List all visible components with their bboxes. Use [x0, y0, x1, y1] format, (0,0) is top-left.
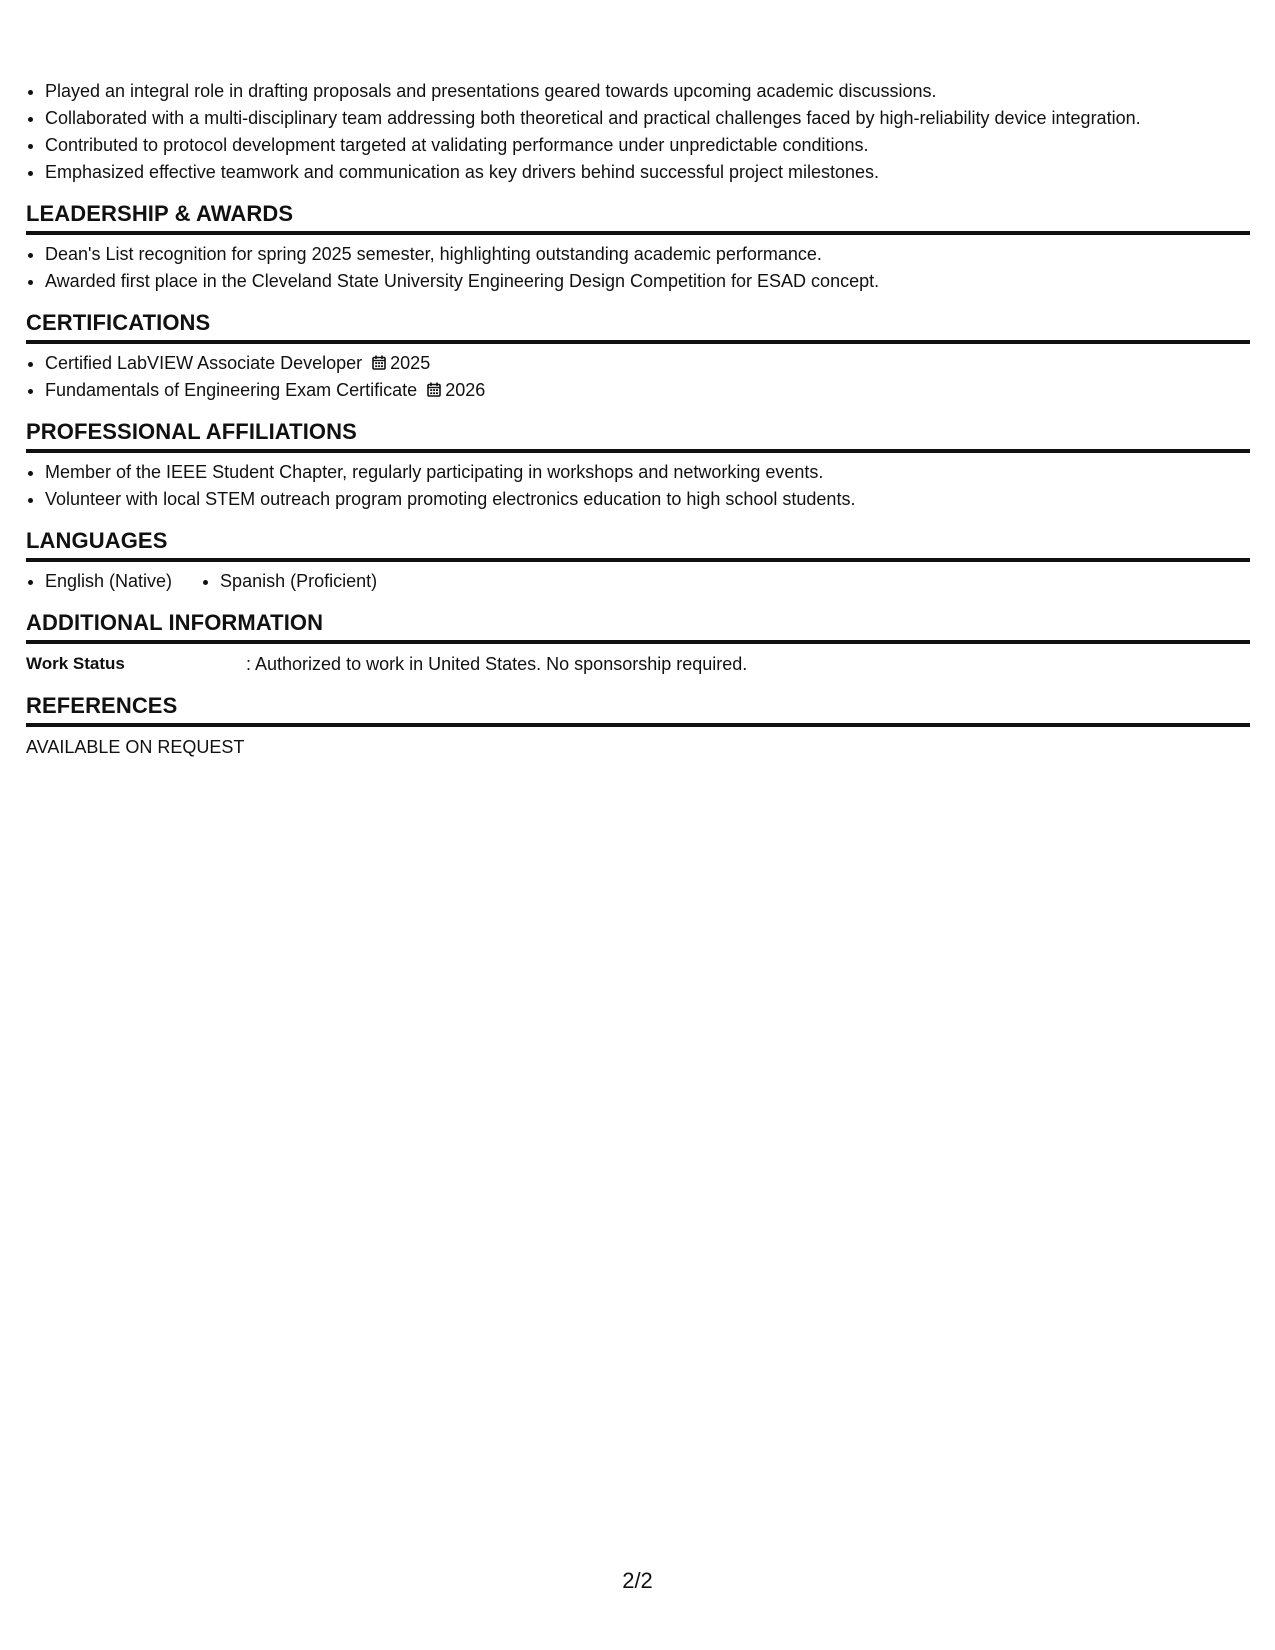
certification-year: 2026	[445, 380, 486, 400]
affiliations-section	[26, 418, 1250, 513]
resume-page	[26, 78, 1250, 761]
certification-name: Fundamentals of Engineering Exam Certificate	[45, 380, 418, 400]
list-item: • Played an integral role in drafting proposals and presentations geared towards upcoming academic discussions.	[45, 78, 1250, 105]
certification-year: 2025	[390, 353, 431, 373]
section-heading: ADDITIONAL INFORMATION	[26, 609, 1250, 644]
section-heading: REFERENCES	[26, 692, 1250, 727]
list-item	[45, 377, 1250, 404]
references-section	[26, 692, 1250, 761]
list-item: • Emphasized effective teamwork and communication as key drivers behind successful project milestones.	[45, 159, 1250, 186]
language-item: • English (Native)	[45, 568, 172, 595]
experience-continued-list	[26, 78, 1250, 186]
affiliations-list	[26, 459, 1250, 513]
calendar-icon	[427, 382, 441, 397]
list-item: • Member of the IEEE Student Chapter, regularly participating in workshops and networking events.	[45, 459, 1250, 486]
page-number: 2/2	[622, 1568, 653, 1593]
list-item: • Volunteer with local STEM outreach program promoting electronics education to high school students.	[45, 486, 1250, 513]
list-item: • Dean's List recognition for spring 2025 semester, highlighting outstanding academic performance.	[45, 241, 1250, 268]
certifications-list	[26, 350, 1250, 404]
certifications-section	[26, 309, 1250, 404]
section-heading: LANGUAGES	[26, 527, 1250, 562]
languages-list	[26, 568, 1250, 595]
language-item: • Spanish (Proficient)	[220, 568, 377, 595]
work-status-value: : Authorized to work in United States. No sponsorship required.	[246, 654, 748, 674]
references-text: AVAILABLE ON REQUEST	[26, 737, 245, 757]
languages-section	[26, 527, 1250, 595]
section-heading: CERTIFICATIONS	[26, 309, 1250, 344]
list-item	[45, 350, 1250, 377]
list-item: • Contributed to protocol development targeted at validating performance under unpredictable conditions.	[45, 132, 1250, 159]
work-status-label: Work Status	[26, 654, 125, 673]
calendar-icon	[372, 355, 386, 370]
list-item: • Collaborated with a multi-disciplinary team addressing both theoretical and practical challenges faced by high-reliability device integration.	[45, 105, 1250, 132]
certification-name: Certified LabVIEW Associate Developer	[45, 353, 363, 373]
work-status-row	[26, 650, 1250, 678]
leadership-list	[26, 241, 1250, 295]
section-heading: PROFESSIONAL AFFILIATIONS	[26, 418, 1250, 453]
additional-info-section	[26, 609, 1250, 678]
list-item: • Awarded first place in the Cleveland State University Engineering Design Competition for ESAD concept.	[45, 268, 1250, 295]
section-heading: LEADERSHIP & AWARDS	[26, 200, 1250, 235]
leadership-section	[26, 200, 1250, 295]
